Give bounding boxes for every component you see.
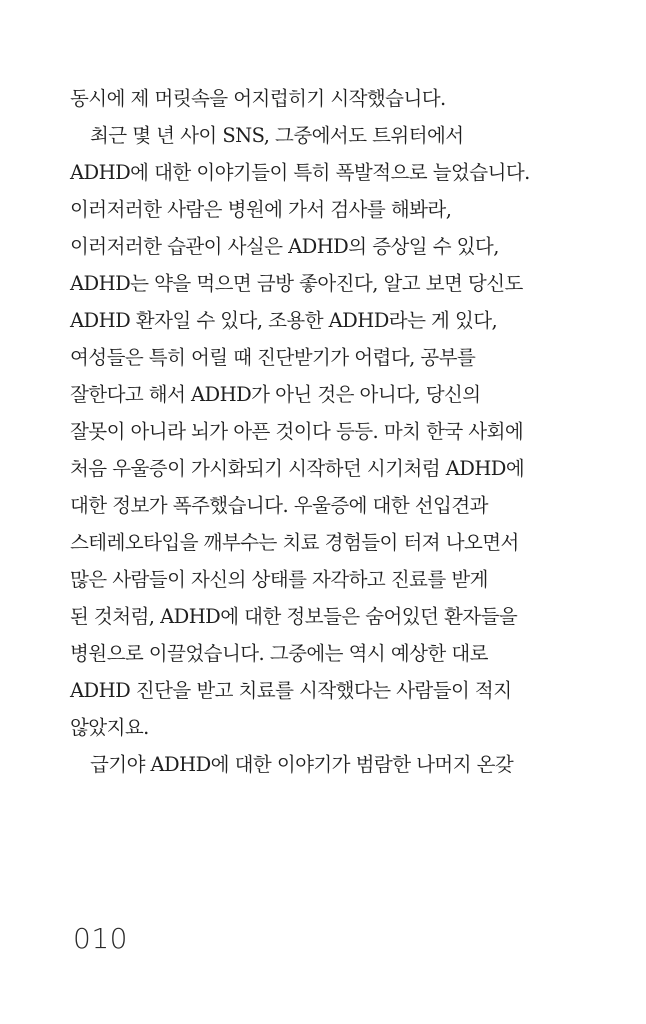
text-line: 병원으로 이끌었습니다. 그중에는 역시 예상한 대로 xyxy=(70,642,488,665)
text-line: 잘못이 아니라 뇌가 아픈 것이다 등등. 마치 한국 사회에 xyxy=(70,420,524,443)
page-number: 010 xyxy=(73,922,128,955)
text-line: ADHD는 약을 먹으면 금방 좋아진다, 알고 보면 당신도 xyxy=(70,272,523,295)
body-text xyxy=(70,80,540,783)
text-line: ADHD 환자일 수 있다, 조용한 ADHD라는 게 있다, xyxy=(70,309,498,332)
text-line-paragraph-start: 최근 몇 년 사이 SNS, 그중에서도 트위터에서 xyxy=(90,124,464,147)
text-line: 스테레오타입을 깨부수는 치료 경험들이 터져 나오면서 xyxy=(70,531,519,554)
text-line: 많은 사람들이 자신의 상태를 자각하고 진료를 받게 xyxy=(70,568,488,591)
text-line: 이러저러한 습관이 사실은 ADHD의 증상일 수 있다, xyxy=(70,235,499,258)
text-line-paragraph-start: 급기야 ADHD에 대한 이야기가 범람한 나머지 온갖 xyxy=(90,753,514,776)
text-line: 잘한다고 해서 ADHD가 아닌 것은 아니다, 당신의 xyxy=(70,383,481,406)
text-line: 동시에 제 머릿속을 어지럽히기 시작했습니다. xyxy=(70,87,446,110)
text-line: 된 것처럼, ADHD에 대한 정보들은 숨어있던 환자들을 xyxy=(70,605,518,628)
text-line: 않았지요. xyxy=(70,716,149,739)
text-line: 여성들은 특히 어릴 때 진단받기가 어렵다, 공부를 xyxy=(70,346,476,369)
text-line: 처음 우울증이 가시화되기 시작하던 시기처럼 ADHD에 xyxy=(70,457,525,480)
text-line: 이러저러한 사람은 병원에 가서 검사를 해봐라, xyxy=(70,198,452,221)
text-line: ADHD에 대한 이야기들이 특히 폭발적으로 늘었습니다. xyxy=(70,161,530,184)
text-line: 대한 정보가 폭주했습니다. 우울증에 대한 선입견과 xyxy=(70,494,488,517)
text-line: ADHD 진단을 받고 치료를 시작했다는 사람들이 적지 xyxy=(70,679,512,702)
